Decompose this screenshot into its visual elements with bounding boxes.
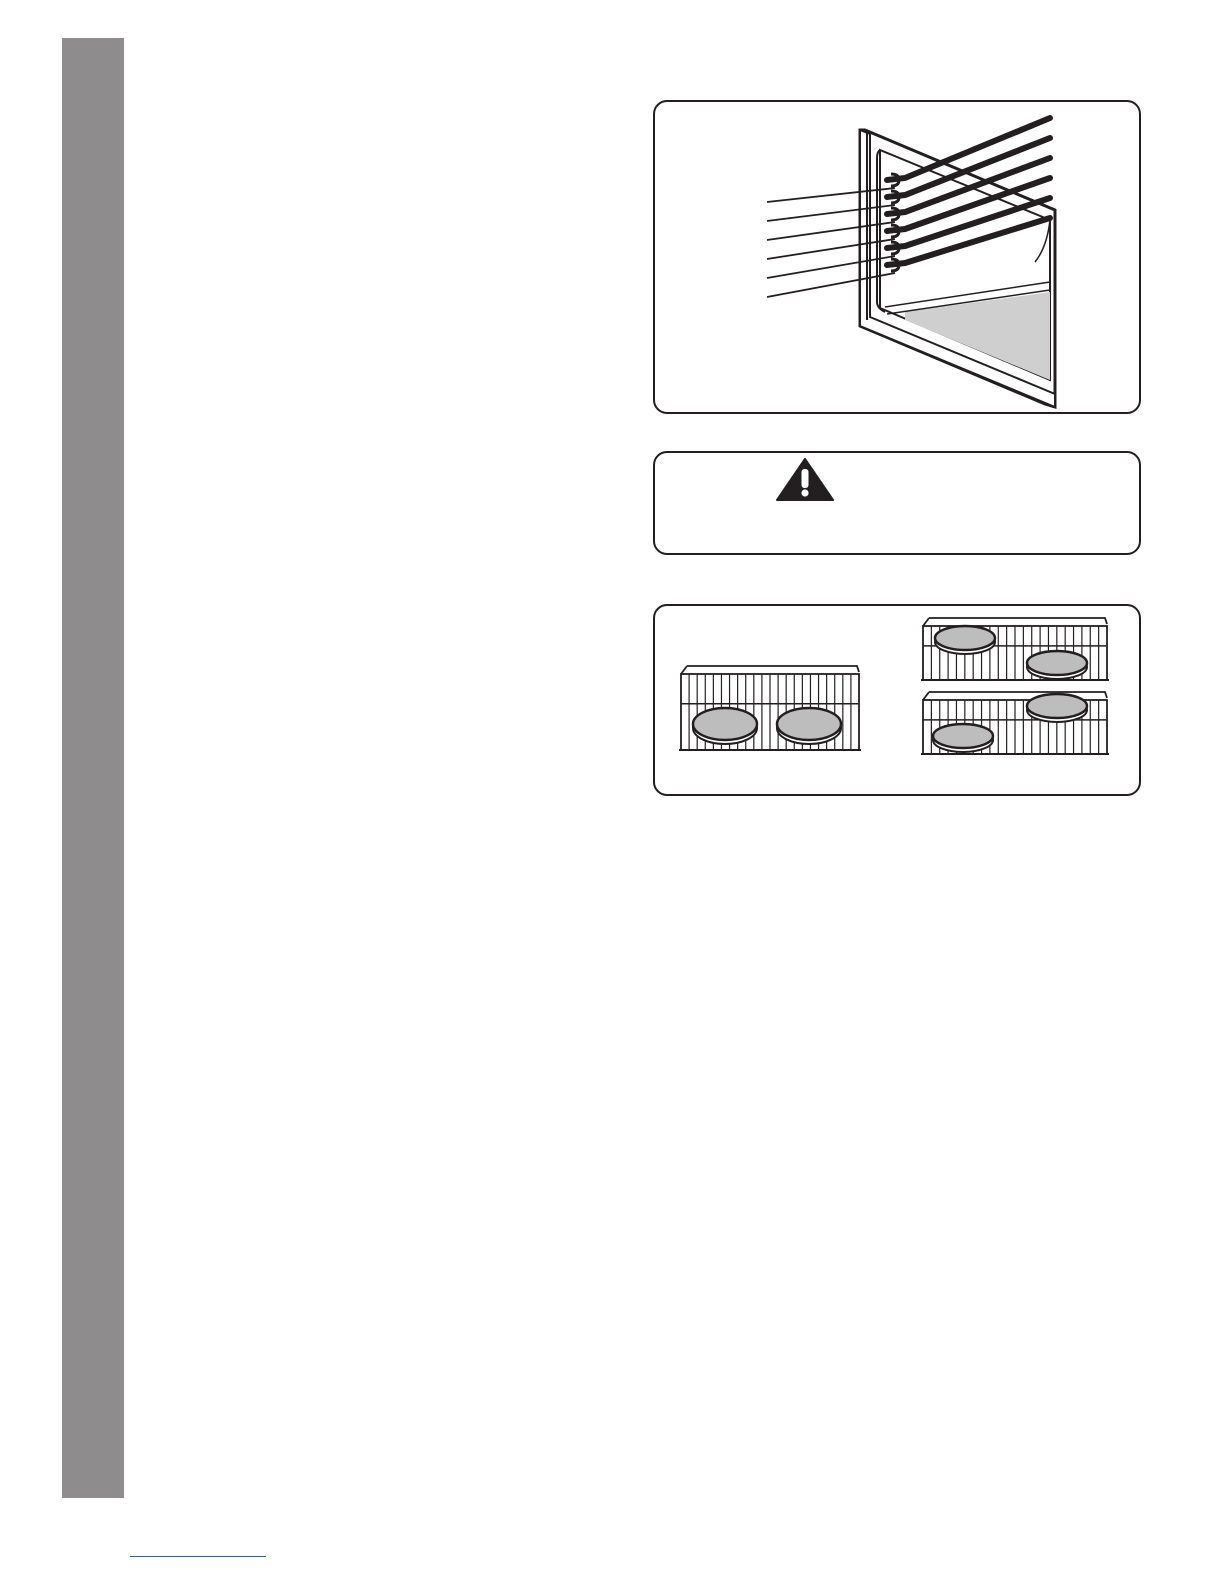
oven-rack-positions-illustration: [655, 102, 1143, 416]
rack-leader-line: [767, 256, 895, 278]
rack-leader-line: [767, 205, 895, 221]
cake-pan: [933, 724, 993, 752]
cake-pan: [693, 708, 757, 744]
cake-pan: [777, 708, 841, 744]
cake-pan: [1027, 651, 1087, 679]
cake-pan: [935, 626, 995, 654]
rack-leader-line: [767, 188, 895, 202]
rack-positions-figure: [653, 100, 1141, 414]
cake-pan: [1027, 694, 1087, 722]
rack-leader-line: [767, 273, 895, 297]
warning-triangle-icon: [655, 453, 1143, 557]
rack-leader-line: [767, 222, 895, 240]
side-tab-bar: [62, 38, 124, 1498]
footer-rule: [130, 1556, 266, 1557]
rack-leader-line: [767, 239, 895, 259]
multiple-rack-figure: [653, 604, 1141, 796]
pans-on-racks-illustration: [655, 606, 1143, 798]
warning-box: [653, 451, 1141, 555]
